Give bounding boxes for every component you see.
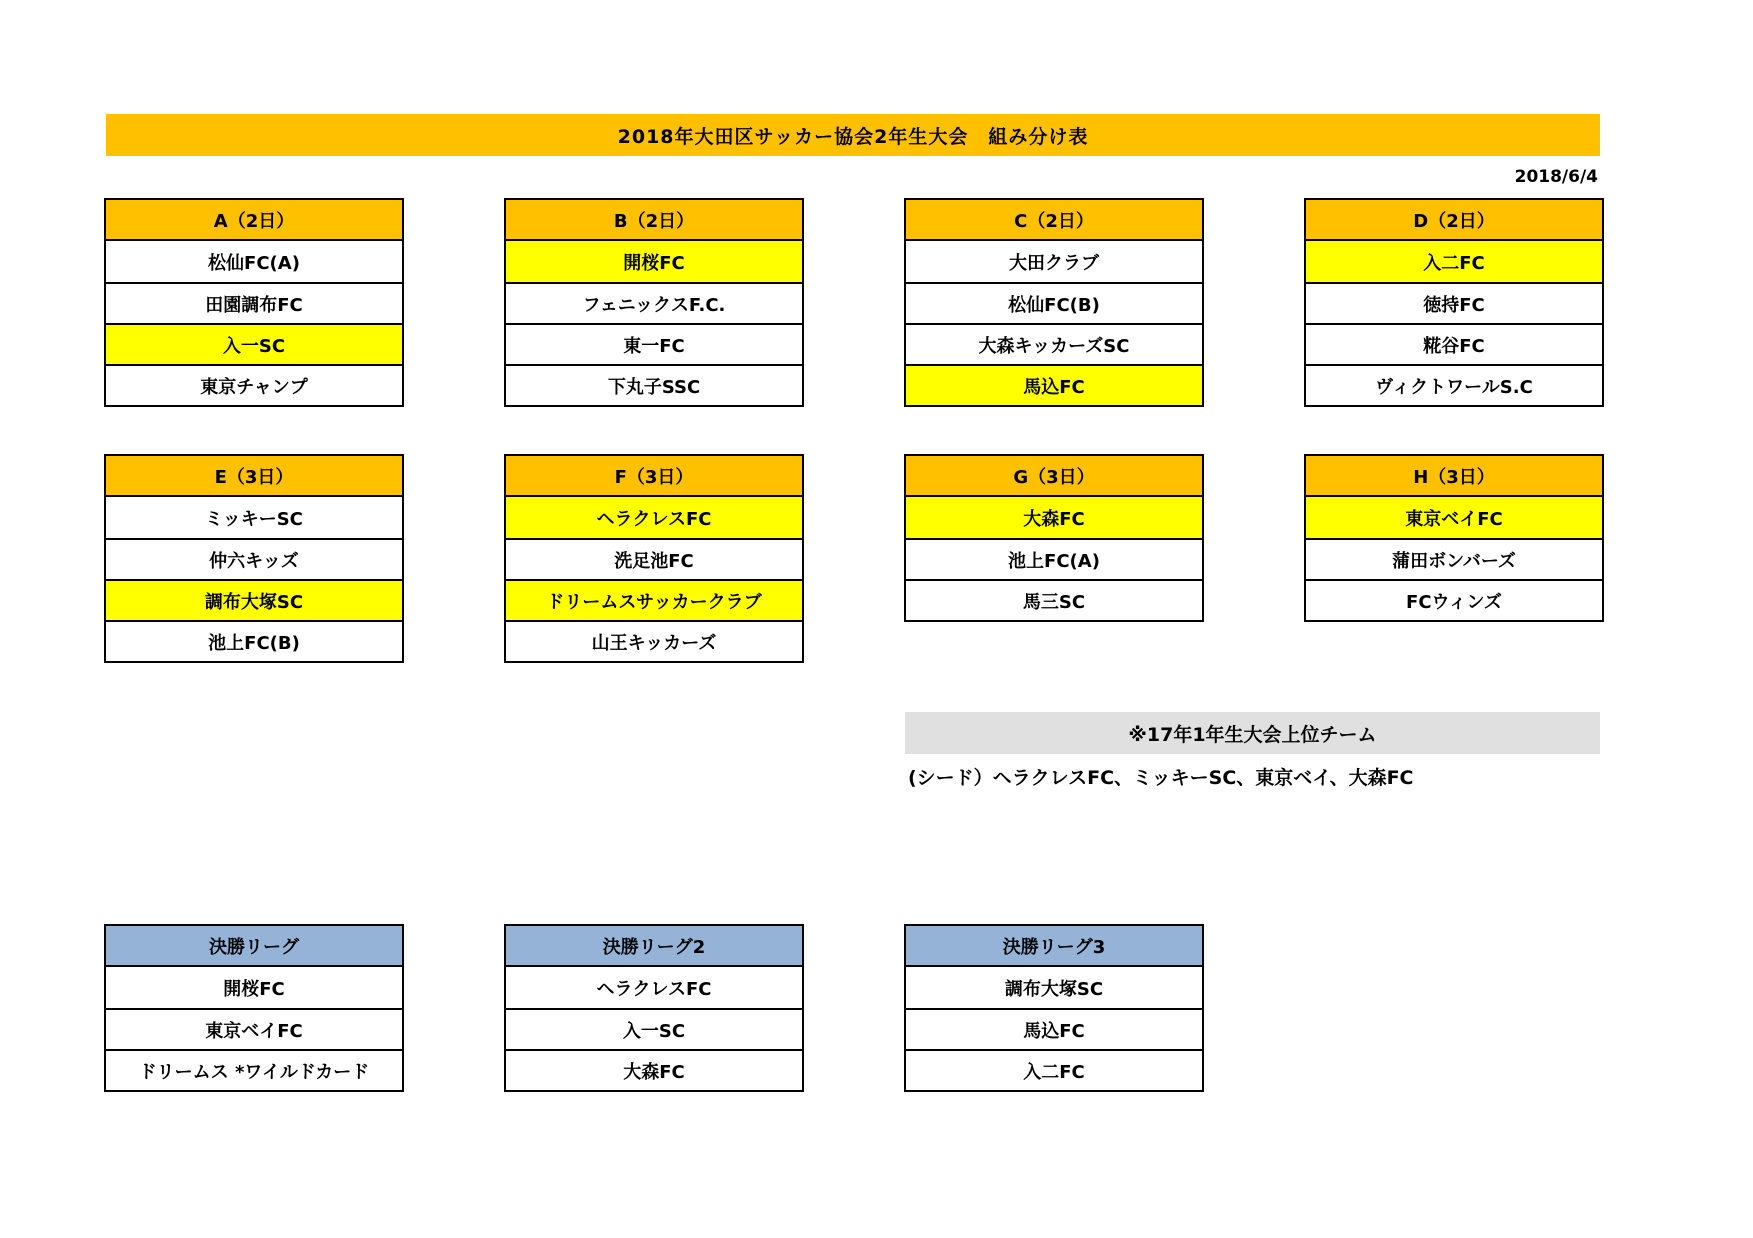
group-header: A（2日）: [106, 200, 402, 241]
team-cell: 調布大塚SC: [106, 579, 402, 620]
team-cell: 糀谷FC: [1306, 323, 1602, 364]
team-cell: 池上FC(A): [906, 538, 1202, 579]
team-cell: 開桜FC: [506, 241, 802, 282]
team-cell: 松仙FC(A): [208, 252, 300, 274]
date-label: 2018/6/4: [1514, 167, 1598, 187]
team-cell: ヘラクレスFC: [506, 497, 802, 538]
team-cell: 入二FC: [1306, 241, 1602, 282]
final-league-table-1: [104, 924, 404, 1092]
team-cell: 蒲田ボンバーズ: [1306, 538, 1602, 579]
team-cell: 田園調布FC: [106, 282, 402, 323]
team-cell: ミッキーSC: [205, 508, 303, 530]
team-cell: 洗足池FC: [506, 538, 802, 579]
seed-teams-text: (シード）ヘラクレスFC、ミッキーSC、東京ベイ、大森FC: [908, 767, 1414, 789]
team-cell: ヴィクトワールS.C: [1306, 364, 1602, 405]
group-table-c: [904, 198, 1204, 407]
seed-note-header: ※17年1年生大会上位チーム: [905, 712, 1600, 754]
team-cell: 入一SC: [506, 1008, 802, 1049]
final-league-table-3: [904, 924, 1204, 1092]
team-cell: 山王キッカーズ: [506, 620, 802, 661]
team-cell: 徳持FC: [1306, 282, 1602, 323]
group-table-b: [504, 198, 804, 407]
team-cell: フェニックスF.C.: [506, 282, 802, 323]
group-table-a: [104, 198, 404, 407]
team-cell: 池上FC(B): [106, 620, 402, 661]
team-cell: 下丸子SSC: [506, 364, 802, 405]
final-league-header: 決勝リーグ: [106, 926, 402, 967]
team-cell: 仲六キッズ: [106, 538, 402, 579]
team-cell: ドリームスサッカークラブ: [506, 579, 802, 620]
team-cell: 馬込FC: [906, 1008, 1202, 1049]
group-header: C（2日）: [906, 200, 1202, 241]
group-header: F（3日）: [506, 456, 802, 497]
final-league-header: 決勝リーグ2: [506, 926, 802, 967]
team-cell: 東京ベイFC: [1306, 497, 1602, 538]
team-cell: 大田クラブ: [1009, 252, 1099, 274]
team-cell: FCウィンズ: [1306, 579, 1602, 620]
team-cell: 大森FC: [906, 497, 1202, 538]
group-table-d: [1304, 198, 1604, 407]
team-cell: 大森キッカーズSC: [906, 323, 1202, 364]
page-title: 2018年大田区サッカー協会2年生大会 組み分け表: [106, 114, 1600, 156]
team-cell: ヘラクレスFC: [596, 978, 712, 1000]
group-header: G（3日）: [906, 456, 1202, 497]
group-header: E（3日）: [106, 456, 402, 497]
group-header: H（3日）: [1306, 456, 1602, 497]
team-cell: 入二FC: [906, 1049, 1202, 1090]
group-header: B（2日）: [506, 200, 802, 241]
group-table-e: [104, 454, 404, 663]
team-cell: 松仙FC(B): [906, 282, 1202, 323]
team-cell: 馬三SC: [906, 579, 1202, 620]
team-cell: 東一FC: [506, 323, 802, 364]
final-league-table-2: [504, 924, 804, 1092]
group-table-h: [1304, 454, 1604, 622]
team-cell: 調布大塚SC: [1004, 978, 1104, 1000]
team-cell: 入一SC: [106, 323, 402, 364]
team-cell: 馬込FC: [906, 364, 1202, 405]
group-table-f: [504, 454, 804, 663]
group-table-g: [904, 454, 1204, 622]
team-cell: 東京チャンプ: [106, 364, 402, 405]
final-league-header: 決勝リーグ3: [906, 926, 1202, 967]
team-cell: 開桜FC: [223, 978, 285, 1000]
team-cell: 東京ベイFC: [106, 1008, 402, 1049]
team-cell: 大森FC: [506, 1049, 802, 1090]
group-header: D（2日）: [1306, 200, 1602, 241]
team-cell: ドリームス *ワイルドカード: [106, 1049, 402, 1090]
